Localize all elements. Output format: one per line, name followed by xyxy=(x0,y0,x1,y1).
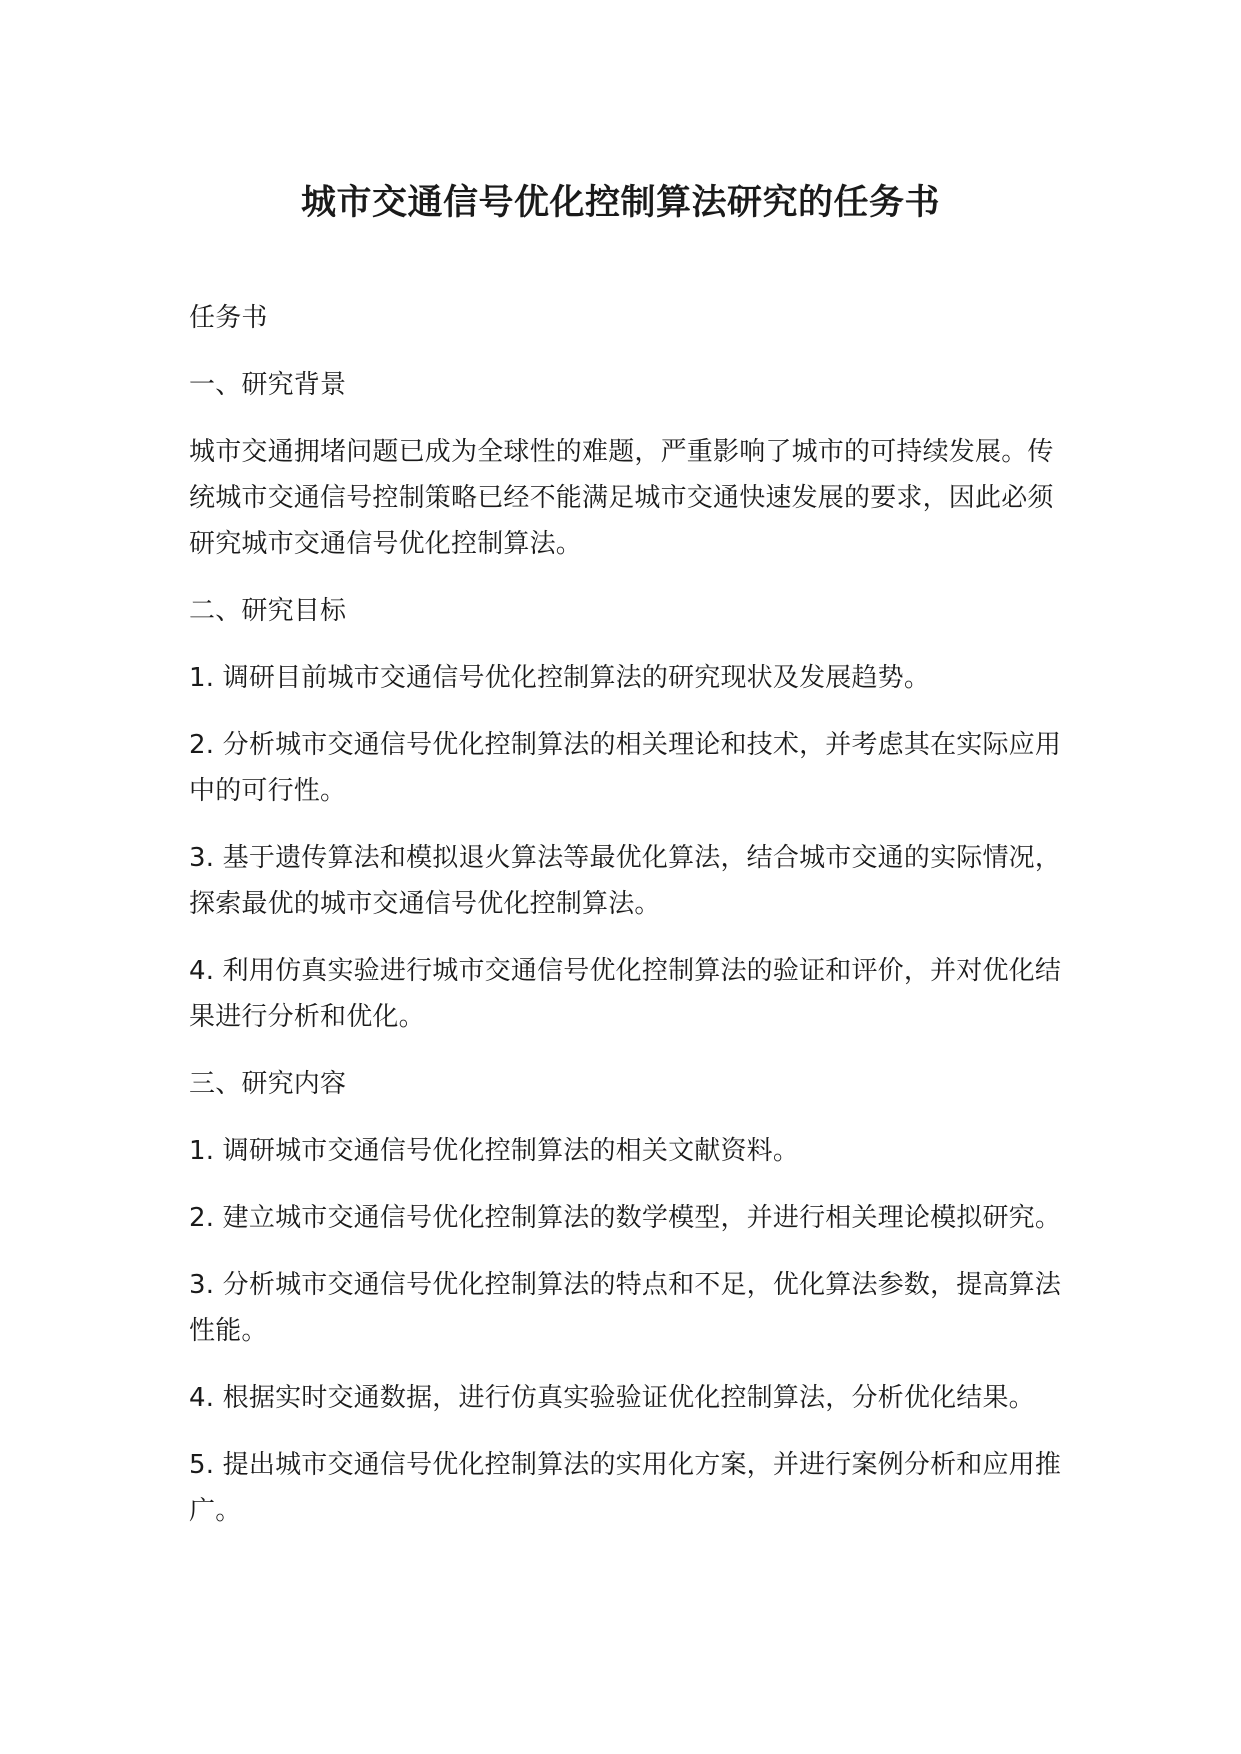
section-label-task: 任务书 xyxy=(189,303,268,333)
goal-item-2: 2. 分析城市交通信号优化控制算法的相关理论和技术，并考虑其在实际应用中的可行性。 xyxy=(189,730,1062,806)
content-item-2: 2. 建立城市交通信号优化控制算法的数学模型，并进行相关理论模拟研究。 xyxy=(189,1203,1062,1233)
goal-item-4: 4. 利用仿真实验进行城市交通信号优化控制算法的验证和评价，并对优化结果进行分析和优化。 xyxy=(189,956,1062,1032)
content-item-4: 4. 根据实时交通数据，进行仿真实验验证优化控制算法，分析优化结果。 xyxy=(189,1383,1035,1413)
background-paragraph: 城市交通拥堵问题已成为全球性的难题，严重影响了城市的可持续发展。传统城市交通信号控制策略已经不能满足城市交通快速发展的要求，因此必须研究城市交通信号优化控制算法。 xyxy=(189,437,1054,559)
content-item-5: 5. 提出城市交通信号优化控制算法的实用化方案，并进行案例分析和应用推广。 xyxy=(189,1450,1062,1526)
document-title: 城市交通信号优化控制算法研究的任务书 xyxy=(300,183,940,223)
goal-item-3: 3. 基于遗传算法和模拟退火算法等最优化算法，结合城市交通的实际情况，探索最优的城市交通信号优化控制算法。 xyxy=(189,843,1062,919)
content-item-3: 3. 分析城市交通信号优化控制算法的特点和不足，优化算法参数，提高算法性能。 xyxy=(189,1270,1062,1346)
section-heading-goals: 二、研究目标 xyxy=(189,596,347,626)
content-item-1: 1. 调研城市交通信号优化控制算法的相关文献资料。 xyxy=(189,1136,800,1166)
section-heading-content: 三、研究内容 xyxy=(189,1069,347,1099)
section-heading-background: 一、研究背景 xyxy=(189,370,347,400)
goal-item-1: 1. 调研目前城市交通信号优化控制算法的研究现状及发展趋势。 xyxy=(189,663,931,693)
document-body xyxy=(189,295,1069,1555)
